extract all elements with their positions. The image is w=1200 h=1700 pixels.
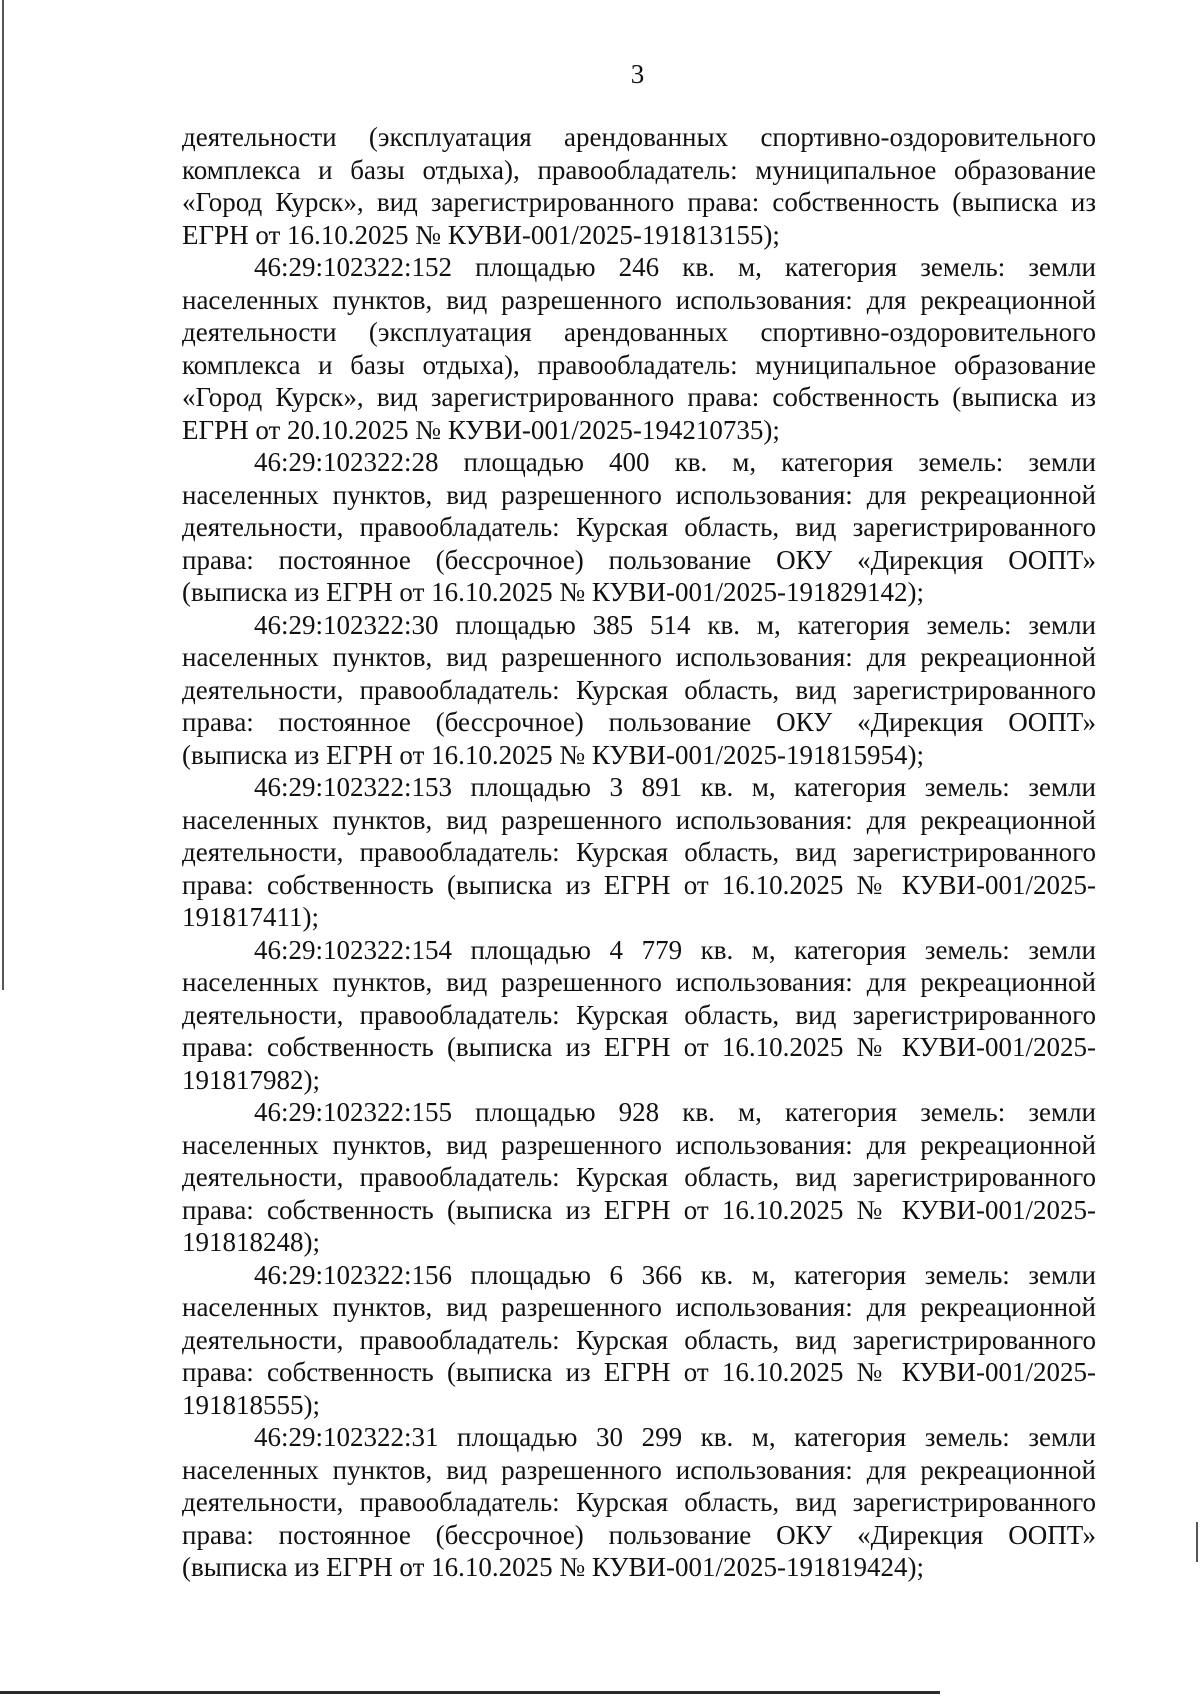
paragraph-7: 46:29:102322:155 площадью 928 кв. м, категория земель: земли населенных пунктов, вид разрешенного использования: для рекреационной деятельности, правообладатель: Курская область, вид зарегистрированного права: собственность (выписка из ЕГРН от 16.10.2025 № КУВИ-001/2025-191818248); bbox=[182, 1097, 1096, 1257]
document-body bbox=[182, 121, 1096, 1584]
paragraph-5: 46:29:102322:153 площадью 3 891 кв. м, категория земель: земли населенных пунктов, вид разрешенного использования: для рекреационной деятельности, правообладатель: Курская область, вид зарегистрированного права: собственность (выписка из ЕГРН от 16.10.2025 № КУВИ-001/2025-191817411); bbox=[182, 772, 1096, 932]
scan-edge-left bbox=[2, 0, 4, 990]
paragraph-1: деятельности (эксплуатация арендованных спортивно-оздоровительного комплекса и базы отдыха), правообладатель: муниципальное образование «Город Курск», вид зарегистрированного права: собственность (выписка из ЕГРН от 16.10.2025 № КУВИ-001/2025-191813155); bbox=[182, 122, 1096, 250]
scan-edge-bottom bbox=[0, 1691, 940, 1694]
paragraph-6: 46:29:102322:154 площадью 4 779 кв. м, категория земель: земли населенных пунктов, вид разрешенного использования: для рекреационной деятельности, правообладатель: Курская область, вид зарегистрированного права: собственность (выписка из ЕГРН от 16.10.2025 № КУВИ-001/2025-191817982); bbox=[182, 934, 1096, 1095]
paragraph-3: 46:29:102322:28 площадью 400 кв. м, категория земель: земли населенных пунктов, вид разрешенного использования: для рекреационной деятельности, правообладатель: Курская область, вид зарегистрированного права: постоянное (бессрочное) пользование ОКУ «Дирекция ООПТ» (выписка из ЕГРН от 16.10.2025 № КУВИ-001/2025-191829142); bbox=[182, 447, 1096, 607]
paragraph-8: 46:29:102322:156 площадью 6 366 кв. м, категория земель: земли населенных пунктов, вид разрешенного использования: для рекреационной деятельности, правообладатель: Курская область, вид зарегистрированного права: собственность (выписка из ЕГРН от 16.10.2025 № КУВИ-001/2025-191818555); bbox=[182, 1259, 1096, 1420]
paragraph-9: 46:29:102322:31 площадью 30 299 кв. м, категория земель: земли населенных пунктов, вид разрешенного использования: для рекреационной деятельности, правообладатель: Курская область, вид зарегистрированного права: постоянное (бессрочное) пользование ОКУ «Дирекция ООПТ» (выписка из ЕГРН от 16.10.2025 № КУВИ-001/2025-191819424); bbox=[182, 1422, 1096, 1582]
scan-edge-right bbox=[1196, 1522, 1198, 1562]
paragraph-4: 46:29:102322:30 площадью 385 514 кв. м, категория земель: земли населенных пунктов, вид разрешенного использования: для рекреационной деятельности, правообладатель: Курская область, вид зарегистрированного права: постоянное (бессрочное) пользование ОКУ «Дирекция ООПТ» (выписка из ЕГРН от 16.10.2025 № КУВИ-001/2025-191815954); bbox=[182, 609, 1096, 770]
paragraph-2: 46:29:102322:152 площадью 246 кв. м, категория земель: земли населенных пунктов, вид разрешенного использования: для рекреационной деятельности (эксплуатация арендованных спортивно-оздоровительного комплекса и базы отдыха), правообладатель: муниципальное образование «Город Курск», вид зарегистрированного права: собственность (выписка из ЕГРН от 20.10.2025 № КУВИ-001/2025-194210735); bbox=[182, 252, 1096, 445]
page-number: 3 bbox=[630, 59, 645, 89]
